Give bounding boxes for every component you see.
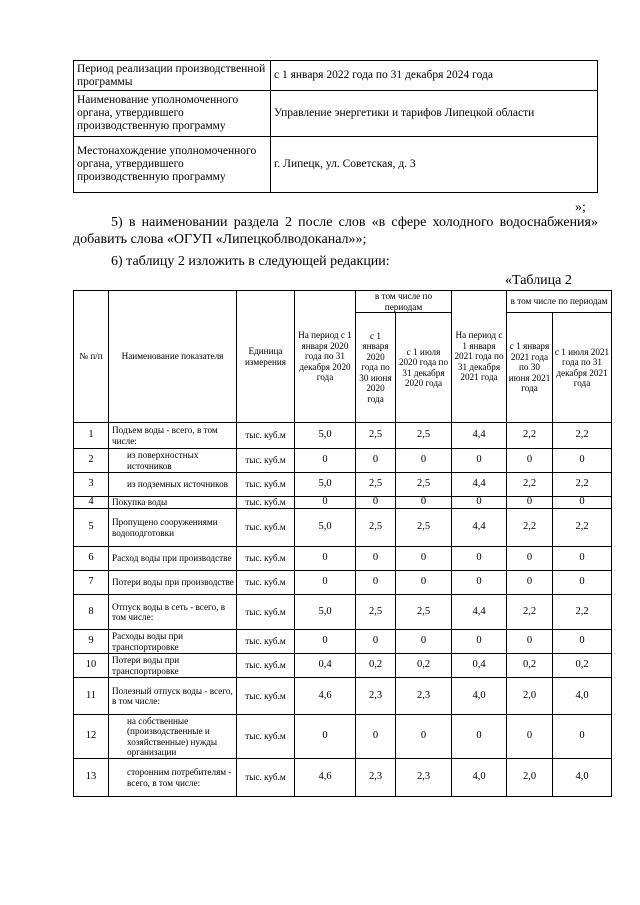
value-h1-2021: 0 xyxy=(507,630,553,654)
closing-quote: »; xyxy=(575,200,586,215)
indicator-name: Потери воды при производстве xyxy=(109,571,237,595)
value-h1-2021: 2,0 xyxy=(507,759,553,797)
unit: тыс. куб.м xyxy=(237,423,295,449)
value-h2-2020: 0 xyxy=(396,449,452,473)
value-2021: 0 xyxy=(452,449,507,473)
value-2021: 4,4 xyxy=(452,509,507,547)
value-h2-2020: 2,3 xyxy=(396,759,452,797)
value-2020: 0 xyxy=(295,497,356,509)
row-number: 11 xyxy=(74,678,109,715)
value-h2-2021: 0 xyxy=(553,630,612,654)
value-h2-2021: 0,2 xyxy=(553,654,612,678)
unit: тыс. куб.м xyxy=(237,497,295,509)
value-2020: 0 xyxy=(295,630,356,654)
row-number: 5 xyxy=(74,509,109,547)
value-2021: 4,4 xyxy=(452,473,507,497)
value-h2-2021: 0 xyxy=(553,449,612,473)
row-number: 9 xyxy=(74,630,109,654)
value-h1-2020: 0,2 xyxy=(356,654,396,678)
value-2021: 4,4 xyxy=(452,423,507,449)
table-row xyxy=(74,497,612,509)
value-h1-2020: 0 xyxy=(356,547,396,571)
program-info-table xyxy=(73,60,598,193)
value-h2-2020: 0 xyxy=(396,547,452,571)
indicator-name: Подъем воды - всего, в том числе: xyxy=(109,423,237,449)
table-row xyxy=(74,630,612,654)
header-h1-2020: с 1 января 2020 года по 30 июня 2020 года xyxy=(356,313,396,423)
value-2020: 5,0 xyxy=(295,423,356,449)
value-h2-2020: 0,2 xyxy=(396,654,452,678)
info-label: Местонахождение уполномоченного органа, утвердившего производственную программу xyxy=(74,137,271,193)
indicator-name: из поверхностных источников xyxy=(109,449,237,473)
table-caption: «Таблица 2 xyxy=(505,273,572,288)
value-2020: 5,0 xyxy=(295,595,356,630)
unit: тыс. куб.м xyxy=(237,547,295,571)
row-number: 12 xyxy=(74,715,109,759)
value-h1-2020: 0 xyxy=(356,630,396,654)
info-label: Период реализации производственной программы xyxy=(74,61,271,91)
value-h2-2021: 2,2 xyxy=(553,423,612,449)
paragraph-5: 5) в наименовании раздела 2 после слов «в сфере холодного водоснабжения» добавить слова «ОГУП «Липецкоблводоканал»»; xyxy=(73,215,598,247)
info-value: с 1 января 2022 года по 31 декабря 2024 года xyxy=(271,61,598,91)
value-h1-2021: 0 xyxy=(507,497,553,509)
value-h1-2020: 2,5 xyxy=(356,595,396,630)
value-h2-2021: 2,2 xyxy=(553,595,612,630)
unit: тыс. куб.м xyxy=(237,571,295,595)
table-row xyxy=(74,473,612,497)
value-h1-2020: 0 xyxy=(356,571,396,595)
header-period-2021: На период с 1 января 2021 года по 31 декабря 2021 года xyxy=(452,291,507,423)
value-h1-2021: 2,2 xyxy=(507,509,553,547)
value-h1-2020: 0 xyxy=(356,497,396,509)
value-h1-2021: 0,2 xyxy=(507,654,553,678)
value-h1-2021: 0 xyxy=(507,449,553,473)
value-h1-2021: 2,2 xyxy=(507,423,553,449)
indicator-name: сторонним потребителям - всего, в том числе: xyxy=(109,759,237,797)
info-row xyxy=(74,61,598,91)
table-row xyxy=(74,759,612,797)
value-h1-2021: 2,2 xyxy=(507,595,553,630)
indicator-name: из подземных источников xyxy=(109,473,237,497)
value-2021: 0 xyxy=(452,547,507,571)
value-h1-2020: 2,5 xyxy=(356,473,396,497)
value-h2-2021: 0 xyxy=(553,715,612,759)
table-row xyxy=(74,449,612,473)
value-h1-2021: 0 xyxy=(507,571,553,595)
header-indicator-name: Наименование показателя xyxy=(109,291,237,423)
value-2021: 0 xyxy=(452,497,507,509)
header-group-2020: в том числе по периодам xyxy=(356,291,452,313)
value-2020: 0 xyxy=(295,449,356,473)
info-label: Наименование уполномоченного органа, утвердившего производственную программу xyxy=(74,91,271,137)
value-h1-2020: 2,5 xyxy=(356,423,396,449)
table-row xyxy=(74,423,612,449)
indicator-name: Расход воды при производстве xyxy=(109,547,237,571)
indicator-name: Потери воды при транспортировке xyxy=(109,654,237,678)
value-h2-2021: 4,0 xyxy=(553,759,612,797)
value-2021: 0 xyxy=(452,571,507,595)
value-2020: 0 xyxy=(295,571,356,595)
table-row xyxy=(74,547,612,571)
value-h2-2020: 0 xyxy=(396,571,452,595)
indicator-name: на собственные (производственные и хозяйственные) нужды организации xyxy=(109,715,237,759)
value-h1-2020: 2,3 xyxy=(356,678,396,715)
value-h1-2020: 2,3 xyxy=(356,759,396,797)
row-number: 10 xyxy=(74,654,109,678)
value-h1-2021: 2,0 xyxy=(507,678,553,715)
indicator-name: Пропущено сооружениями водоподготовки xyxy=(109,509,237,547)
indicator-name: Покупка воды xyxy=(109,497,237,509)
table-row xyxy=(74,654,612,678)
indicator-name: Полезный отпуск воды - всего, в том числе: xyxy=(109,678,237,715)
value-2021: 4,0 xyxy=(452,678,507,715)
value-h2-2020: 2,5 xyxy=(396,595,452,630)
row-number: 1 xyxy=(74,423,109,449)
value-2021: 0 xyxy=(452,715,507,759)
value-h2-2020: 0 xyxy=(396,715,452,759)
value-h2-2020: 0 xyxy=(396,630,452,654)
water-supply-indicators-table xyxy=(73,290,612,797)
value-h2-2020: 2,3 xyxy=(396,678,452,715)
header-unit: Единица измерения xyxy=(237,291,295,423)
table-row xyxy=(74,509,612,547)
table-row xyxy=(74,571,612,595)
header-group-2021: в том числе по периодам xyxy=(507,291,612,313)
value-h1-2021: 0 xyxy=(507,715,553,759)
indicator-name: Отпуск воды в сеть - всего, в том числе: xyxy=(109,595,237,630)
value-2021: 0 xyxy=(452,630,507,654)
value-2020: 4,6 xyxy=(295,678,356,715)
info-row xyxy=(74,91,598,137)
value-h2-2021: 2,2 xyxy=(553,473,612,497)
value-2020: 5,0 xyxy=(295,509,356,547)
unit: тыс. куб.м xyxy=(237,678,295,715)
info-value: Управление энергетики и тарифов Липецкой области xyxy=(271,91,598,137)
unit: тыс. куб.м xyxy=(237,449,295,473)
value-h1-2020: 2,5 xyxy=(356,509,396,547)
row-number: 7 xyxy=(74,571,109,595)
row-number: 8 xyxy=(74,595,109,630)
value-h2-2021: 0 xyxy=(553,547,612,571)
header-period-2020: На период с 1 января 2020 года по 31 декабря 2020 года xyxy=(295,291,356,423)
value-2020: 0 xyxy=(295,715,356,759)
unit: тыс. куб.м xyxy=(237,654,295,678)
row-number: 4 xyxy=(74,497,109,509)
header-h2-2020: с 1 июля 2020 года по 31 декабря 2020 года xyxy=(396,313,452,423)
unit: тыс. куб.м xyxy=(237,473,295,497)
value-h2-2021: 0 xyxy=(553,571,612,595)
value-h2-2021: 4,0 xyxy=(553,678,612,715)
value-h2-2020: 2,5 xyxy=(396,473,452,497)
value-2021: 0,4 xyxy=(452,654,507,678)
table-row xyxy=(74,715,612,759)
value-h1-2020: 0 xyxy=(356,715,396,759)
value-2020: 0 xyxy=(295,547,356,571)
value-h2-2020: 2,5 xyxy=(396,509,452,547)
unit: тыс. куб.м xyxy=(237,595,295,630)
info-row xyxy=(74,137,598,193)
value-h2-2020: 2,5 xyxy=(396,423,452,449)
header-h1-2021: с 1 января 2021 года по 30 июня 2021 года xyxy=(507,313,553,423)
indicator-name: Расходы воды при транспортировке xyxy=(109,630,237,654)
row-number: 6 xyxy=(74,547,109,571)
value-h2-2020: 0 xyxy=(396,497,452,509)
value-h1-2020: 0 xyxy=(356,449,396,473)
value-2021: 4,0 xyxy=(452,759,507,797)
unit: тыс. куб.м xyxy=(237,715,295,759)
unit: тыс. куб.м xyxy=(237,759,295,797)
value-2020: 5,0 xyxy=(295,473,356,497)
value-2020: 4,6 xyxy=(295,759,356,797)
value-h1-2021: 2,2 xyxy=(507,473,553,497)
unit: тыс. куб.м xyxy=(237,630,295,654)
header-number: № п/п xyxy=(74,291,109,423)
table-row xyxy=(74,678,612,715)
info-value: г. Липецк, ул. Советская, д. 3 xyxy=(271,137,598,193)
value-2021: 4,4 xyxy=(452,595,507,630)
row-number: 3 xyxy=(74,473,109,497)
value-h2-2021: 2,2 xyxy=(553,509,612,547)
row-number: 2 xyxy=(74,449,109,473)
value-h2-2021: 0 xyxy=(553,497,612,509)
row-number: 13 xyxy=(74,759,109,797)
unit: тыс. куб.м xyxy=(237,509,295,547)
value-2020: 0,4 xyxy=(295,654,356,678)
value-h1-2021: 0 xyxy=(507,547,553,571)
header-h2-2021: с 1 июля 2021 года по 31 декабря 2021 года xyxy=(553,313,612,423)
table-row xyxy=(74,595,612,630)
paragraph-6: 6) таблицу 2 изложить в следующей редакции: xyxy=(111,254,390,269)
